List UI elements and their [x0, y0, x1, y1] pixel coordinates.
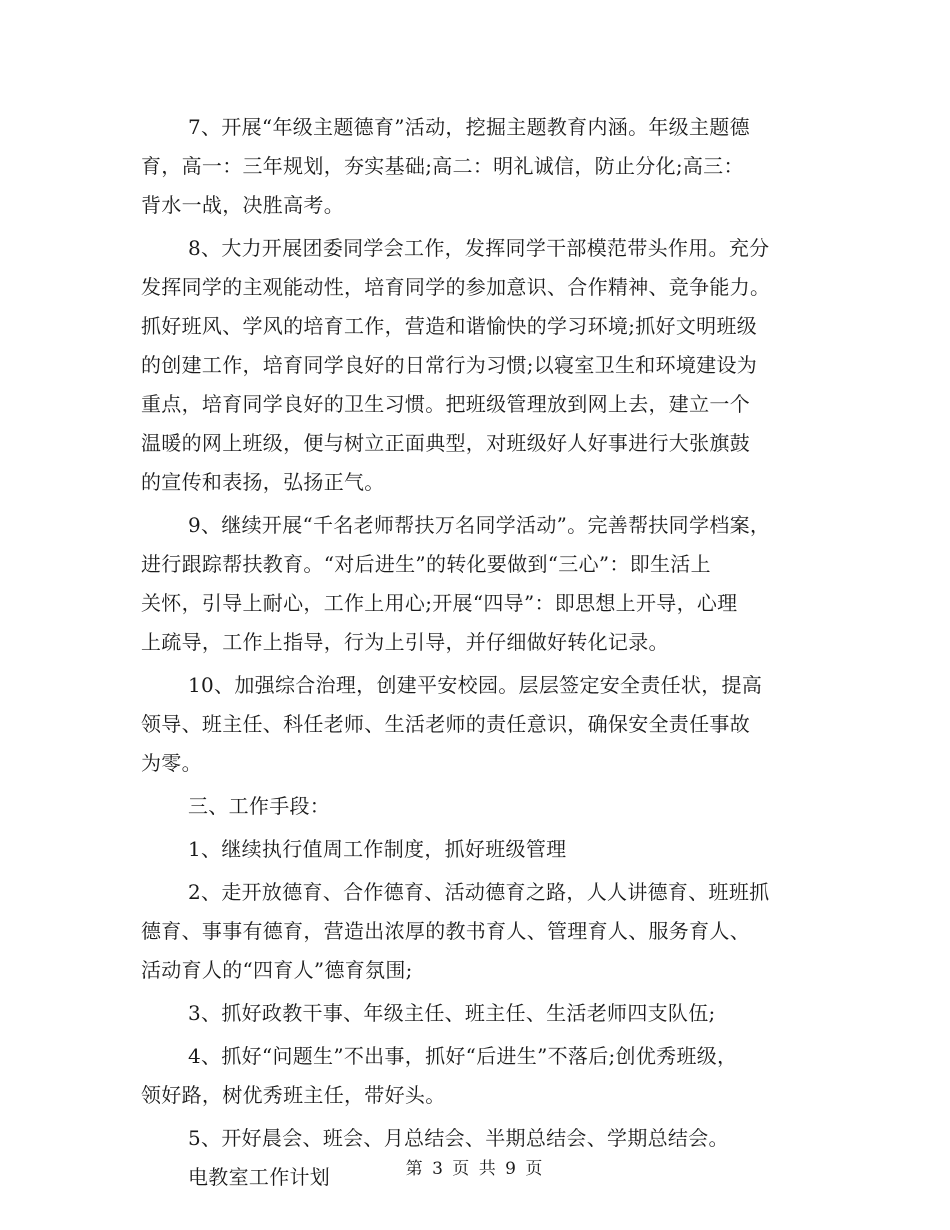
paragraph-9-line-3: 关怀，引导上耐心，工作上用心;开展“四导”：即思想上开导，心理 [141, 591, 738, 615]
paragraph-10-line-2: 领导、班主任、科任老师、生活老师的责任意识，确保安全责任事故 [141, 712, 750, 736]
method-1: 1、继续执行值周工作制度，抓好班级管理 [188, 837, 567, 861]
method-4-line-1: 4、抓好“问题生”不出事，抓好“后进生”不落后;创优秀班级， [188, 1044, 738, 1068]
method-2-line-3: 活动育人的“四育人”德育氛围; [141, 958, 413, 982]
next-section-title: 电教室工作计划 [188, 1165, 331, 1189]
paragraph-9-line-4: 上疏导，工作上指导，行为上引导，并仔细做好转化记录。 [141, 630, 669, 654]
paragraph-10-line-1: 10、加强综合治理，创建平安校园。层层签定安全责任状，提高 [188, 673, 763, 697]
paragraph-8-line-6: 温暖的网上班级，便与树立正面典型，对班级好人好事进行大张旗鼓 [141, 431, 750, 455]
method-2-line-1: 2、走开放德育、合作德育、活动德育之路，人人讲德育、班班抓 [188, 880, 770, 904]
paragraph-10-line-3: 为零。 [141, 751, 202, 775]
paragraph-8-line-7: 的宣传和表扬，弘扬正气。 [141, 470, 385, 494]
paragraph-7-line-3: 背水一战，决胜高考。 [141, 193, 344, 217]
document-body [141, 108, 831, 1197]
page-footer: 第 3 页 共 9 页 [405, 1159, 545, 1179]
paragraph-9-line-2: 进行跟踪帮扶教育。“对后进生”的转化要做到“三心”：即生活上 [141, 552, 711, 576]
paragraph-7-line-2: 育，高一：三年规划，夯实基础;高二：明礼诚信，防止分化;高三： [141, 154, 744, 178]
section-heading-work-methods: 三、工作手段： [188, 794, 331, 818]
paragraph-8-line-1: 8、大力开展团委同学会工作，发挥同学干部模范带头作用。充分 [188, 236, 770, 260]
paragraph-7-line-1: 7、开展“年级主题德育”活动，挖掘主题教育内涵。年级主题德 [188, 115, 750, 139]
method-5: 5、开好晨会、班会、月总结会、半期总结会、学期总结会。 [188, 1126, 729, 1150]
paragraph-8-line-2: 发挥同学的主观能动性，培育同学的参加意识、合作精神、竞争能力。 [141, 275, 771, 299]
paragraph-8-line-5: 重点，培育同学良好的卫生习惯。把班级管理放到网上去，建立一个 [141, 392, 750, 416]
method-2-line-2: 德育、事事有德育，营造出浓厚的教书育人、管理育人、服务育人、 [141, 919, 750, 943]
paragraph-8-line-4: 的创建工作，培育同学良好的日常行为习惯;以寝室卫生和环境建设为 [141, 353, 758, 377]
method-4-line-2: 领好路，树优秀班主任，带好头。 [141, 1083, 446, 1107]
paragraph-9-line-1: 9、继续开展“千名老师帮扶万名同学活动”。完善帮扶同学档案， [188, 513, 771, 537]
paragraph-8-line-3: 抓好班风、学风的培育工作，营造和谐愉快的学习环境;抓好文明班级 [141, 314, 758, 338]
method-3: 3、抓好政教干事、年级主任、班主任、生活老师四支队伍; [188, 1001, 716, 1025]
